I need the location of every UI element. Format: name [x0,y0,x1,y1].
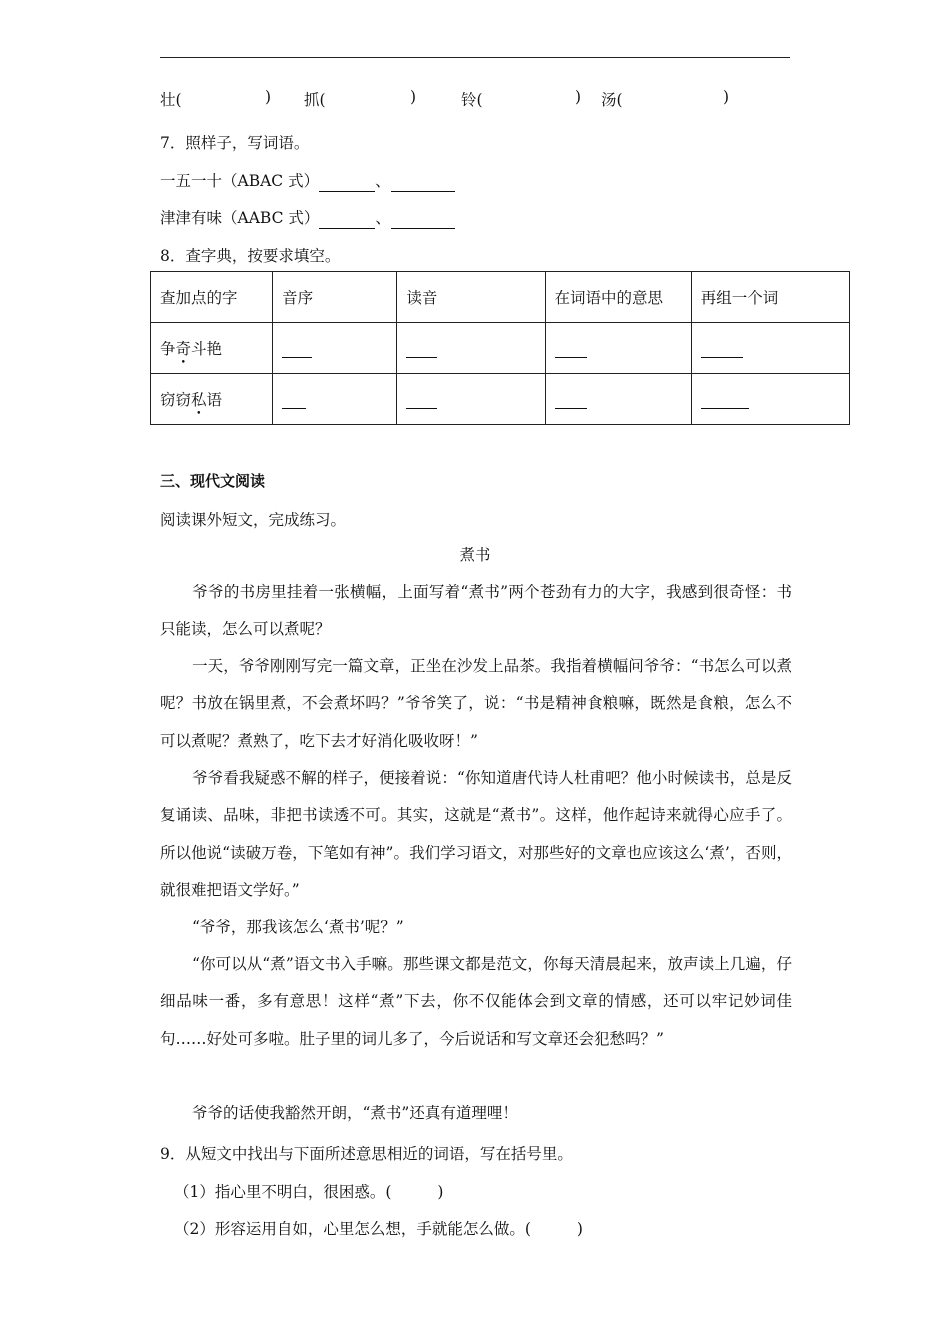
passage-paragraph [160,574,792,649]
table-header-row [151,272,850,323]
answer-blank[interactable] [282,393,306,410]
table-word-cell [151,323,273,374]
q9-item-2 [174,1217,583,1239]
table-header-cell: 音序 [273,272,397,323]
answer-blank[interactable] [406,342,437,359]
word-part: 语 [206,391,223,409]
q9-item-1 [174,1180,443,1202]
paragraph-text: 爷爷的书房里挂着一张横幅，上面写着“煮书”两个苍劲有力的大字，我感到很奇怪：书只能读，怎么可以煮呢？ [160,583,792,639]
passage-paragraph [160,760,792,909]
paragraph-text: “你可以从“煮”语文书入手嘛。那些课文都是范文，你每天清晨起来，放声读上几遍，仔细品味一番，多有意思！这样“煮”下去，你不仅能体会到文章的情感，还可以牢记妙词佳句……好处可多啦。肚子里的词儿多了，今后说话和写文章还会犯愁吗？” [160,955,792,1048]
q7-aabc-sep: 、 [375,209,391,227]
table-header-cell: 查加点的字 [151,272,273,323]
q7-abac-label: 一五一十（ABAC 式） [160,172,320,190]
dotted-char: 奇 [175,340,192,358]
table-word-cell [151,374,273,425]
answer-cell[interactable] [273,374,397,425]
table-header-cell: 在词语中的意思 [545,272,691,323]
q7-line-aabc [160,206,455,229]
q7-abac-blank-2[interactable] [391,176,455,193]
section-heading: 三、现代文阅读 [160,472,266,490]
answer-cell[interactable] [691,374,849,425]
q7-prompt: 7．照样子，写词语。 [160,134,310,152]
paragraph-text: 爷爷的话使我豁然开朗，“煮书”还真有道理哩！ [192,1104,518,1122]
answer-blank[interactable] [282,342,312,359]
q7-aabc-label: 津津有味（AABC 式） [160,209,320,227]
table-header-cell: 读音 [397,272,545,323]
passage-paragraph [160,1095,792,1132]
passage-paragraph [160,648,792,760]
answer-cell[interactable] [691,323,849,374]
paragraph-text: 爷爷看我疑惑不解的样子，便接着说：“你知道唐代诗人杜甫吧？他小时候读书，总是反复诵读、品味，非把书读透不可。其实，这就是“煮书”。这样，他作起诗来就得心应手了。所以他说“读破万卷，下笔如有神”。我们学习语文，对那些好的文章也应该这么‘煮’，否则，就很难把语文学好。” [160,769,792,899]
answer-blank[interactable] [701,393,749,410]
header-rule [160,57,790,58]
answer-blank[interactable] [555,342,587,359]
paren-item-ling-open: 铃( [461,91,483,109]
paragraph-text: 一天，爷爷刚刚写完一篇文章，正坐在沙发上品茶。我指着横幅问爷爷：“书怎么可以煮呢？书放在锅里煮，不会煮坏吗？”爷爷笑了，说：“书是精神食粮嘛，既然是食粮，怎么不可以煮呢？煮熟了，吃下去才好消化吸收呀！” [160,657,792,750]
word-part: 斗艳 [191,340,223,358]
paragraph-text: “爷爷，那我该怎么‘煮书’呢？” [192,918,404,936]
passage-title: 煮书 [459,546,491,564]
table-row [151,374,850,425]
word-part: 窃窃 [160,391,192,409]
answer-blank[interactable] [701,342,743,359]
q7-abac-blank-1[interactable] [319,176,375,193]
paren-item-zhuang-close: ) [265,88,272,106]
q8-prompt: 8．查字典，按要求填空。 [160,247,341,265]
paren-item-ling-close: ) [575,88,582,106]
dotted-char: 私 [191,391,207,409]
paren-item-zhua-close: ) [410,88,417,106]
answer-cell[interactable] [545,323,691,374]
paren-item-zhua-open: 抓( [304,91,326,109]
answer-blank[interactable] [555,393,587,410]
q7-line-abac [160,169,455,192]
table-header-cell: 再组一个词 [691,272,849,323]
q9-item-text: （2）形容运用自如，心里怎么想，手就能怎么做。( [174,1220,531,1238]
answer-cell[interactable] [397,323,545,374]
paren-item-zhuang-open: 壮( [160,91,182,109]
section-instruction: 阅读课外短文，完成练习。 [160,511,347,529]
q7-aabc-blank-1[interactable] [319,213,375,230]
q9-prompt: 9．从短文中找出与下面所述意思相近的词语，写在括号里。 [160,1145,573,1163]
q9-item-close: ) [437,1183,444,1201]
answer-blank[interactable] [406,393,437,410]
answer-cell[interactable] [545,374,691,425]
answer-cell[interactable] [397,374,545,425]
passage-paragraph [160,946,792,1058]
word-part: 争 [160,340,176,358]
paren-item-tang-open: 汤( [601,91,623,109]
dictionary-table [150,271,850,425]
q7-aabc-blank-2[interactable] [391,213,455,230]
answer-cell[interactable] [273,323,397,374]
passage-paragraph [160,909,792,946]
q9-item-close: ) [576,1220,583,1238]
paren-item-tang-close: ) [723,88,730,106]
table-row [151,323,850,374]
q9-item-text: （1）指心里不明白，很困惑。( [174,1183,392,1201]
q7-abac-sep: 、 [375,172,391,190]
